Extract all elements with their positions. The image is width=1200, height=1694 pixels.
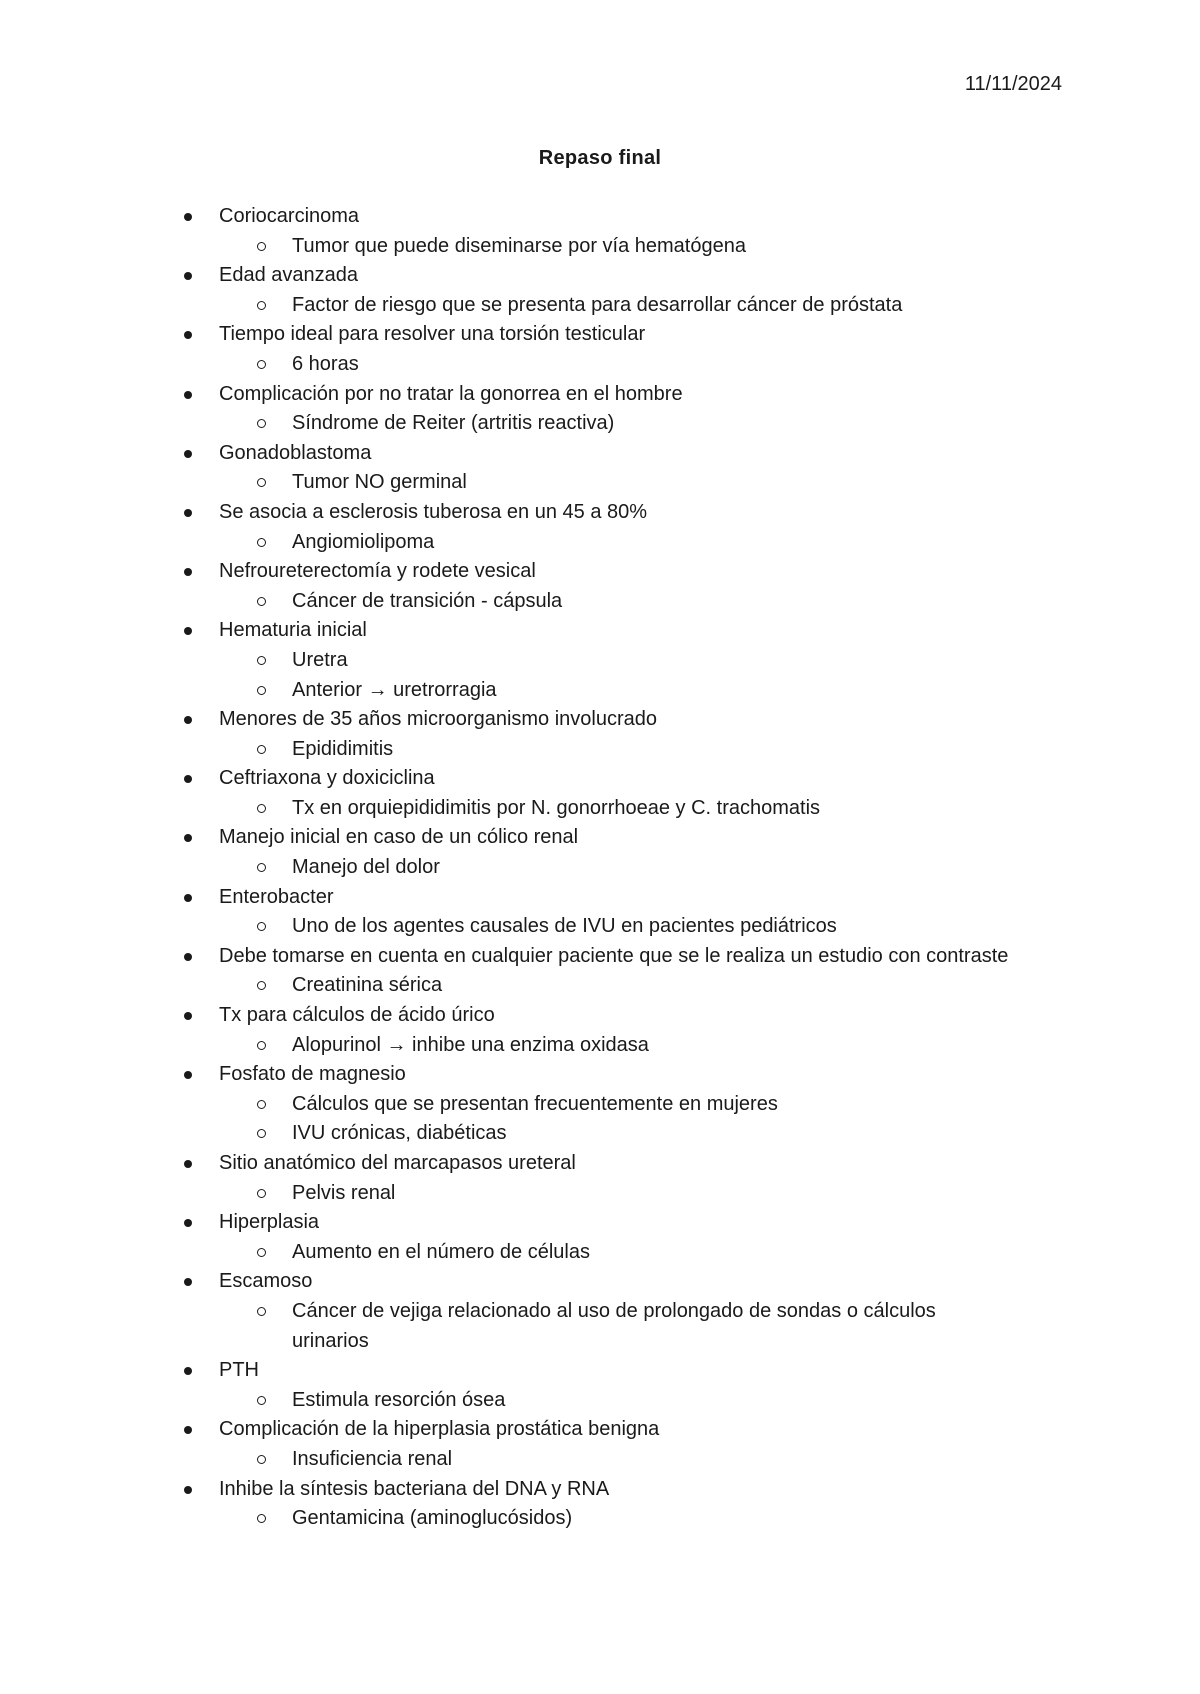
bullet-icon bbox=[184, 627, 192, 635]
topic-label: Manejo inicial en caso de un cólico renal bbox=[219, 826, 579, 849]
topic-label: Inhibe la síntesis bacteriana del DNA y RNA bbox=[219, 1477, 610, 1500]
hollow-bullet-icon bbox=[257, 1514, 266, 1523]
detail-label: Aumento en el número de células bbox=[292, 1240, 590, 1263]
topic-label: Complicación por no tratar la gonorrea en el hombre bbox=[219, 382, 683, 405]
sub-list bbox=[0, 232, 1200, 262]
hollow-bullet-icon bbox=[257, 1100, 266, 1109]
list-item bbox=[0, 439, 1200, 498]
sub-list bbox=[0, 468, 1200, 498]
sub-list-item bbox=[0, 232, 1200, 262]
detail-label: Creatinina sérica bbox=[292, 974, 443, 997]
list-item bbox=[0, 498, 1200, 557]
sub-list bbox=[0, 1297, 1200, 1356]
bullet-icon bbox=[184, 894, 192, 902]
list-item bbox=[0, 1060, 1200, 1149]
sub-list-item bbox=[0, 1386, 1200, 1416]
sub-list bbox=[0, 350, 1200, 380]
sub-list-item bbox=[0, 409, 1200, 439]
topic-text bbox=[0, 883, 1200, 913]
detail-label: Anterior → uretrorragia bbox=[292, 678, 497, 701]
list-item bbox=[0, 883, 1200, 942]
bullet-icon bbox=[184, 272, 192, 280]
sub-list bbox=[0, 528, 1200, 558]
detail-label: Uretra bbox=[292, 648, 348, 671]
bullet-icon bbox=[184, 775, 192, 783]
sub-list bbox=[0, 794, 1200, 824]
detail-label: Epididimitis bbox=[292, 737, 394, 760]
list-item bbox=[0, 1356, 1200, 1415]
sub-list-item bbox=[0, 1031, 1200, 1061]
sub-list bbox=[0, 587, 1200, 617]
sub-list bbox=[0, 409, 1200, 439]
sub-list bbox=[0, 971, 1200, 1001]
topic-text bbox=[0, 261, 1200, 291]
sub-list-item bbox=[0, 1090, 1200, 1120]
sub-list-item bbox=[0, 468, 1200, 498]
sub-list-item bbox=[0, 676, 1200, 706]
bullet-icon bbox=[184, 509, 192, 517]
hollow-bullet-icon bbox=[257, 1248, 266, 1257]
topic-text bbox=[0, 320, 1200, 350]
topic-label: Edad avanzada bbox=[219, 264, 359, 287]
detail-label: IVU crónicas, diabéticas bbox=[292, 1122, 507, 1145]
sub-list bbox=[0, 1504, 1200, 1534]
list-item bbox=[0, 1415, 1200, 1474]
bullet-icon bbox=[184, 1219, 192, 1227]
bullet-icon bbox=[184, 716, 192, 724]
hollow-bullet-icon bbox=[257, 1041, 266, 1050]
list-item bbox=[0, 616, 1200, 705]
topic-text bbox=[0, 823, 1200, 853]
hollow-bullet-icon bbox=[257, 301, 266, 310]
topic-label: Complicación de la hiperplasia prostática benigna bbox=[219, 1418, 660, 1441]
sub-list bbox=[0, 291, 1200, 321]
bullet-icon bbox=[184, 1367, 192, 1375]
hollow-bullet-icon bbox=[257, 1129, 266, 1138]
list-item bbox=[0, 705, 1200, 764]
document-title: Repaso final bbox=[538, 147, 662, 169]
hollow-bullet-icon bbox=[257, 478, 266, 487]
sub-list-item bbox=[0, 1119, 1200, 1149]
topic-text bbox=[0, 439, 1200, 469]
sub-list bbox=[0, 735, 1200, 765]
topic-label: Hematuria inicial bbox=[219, 619, 367, 642]
hollow-bullet-icon bbox=[257, 1189, 266, 1198]
bullet-icon bbox=[184, 213, 192, 221]
topic-text bbox=[0, 498, 1200, 528]
bullet-icon bbox=[184, 1426, 192, 1434]
topic-label: Hiperplasia bbox=[219, 1211, 320, 1234]
topic-label: Nefroureterectomía y rodete vesical bbox=[219, 560, 536, 583]
detail-label: Angiomiolipoma bbox=[292, 530, 435, 553]
hollow-bullet-icon bbox=[257, 419, 266, 428]
topic-text bbox=[0, 1208, 1200, 1238]
list-item bbox=[0, 1475, 1200, 1534]
topic-label: Fosfato de magnesio bbox=[219, 1063, 406, 1086]
topic-text bbox=[0, 616, 1200, 646]
hollow-bullet-icon bbox=[257, 360, 266, 369]
topic-text bbox=[0, 1060, 1200, 1090]
hollow-bullet-icon bbox=[257, 1307, 266, 1316]
topic-text bbox=[0, 1001, 1200, 1031]
sub-list bbox=[0, 646, 1200, 705]
notes-list bbox=[0, 202, 1200, 1534]
topic-text bbox=[0, 1475, 1200, 1505]
detail-label: Síndrome de Reiter (artritis reactiva) bbox=[292, 412, 615, 435]
sub-list-item bbox=[0, 1445, 1200, 1475]
list-item bbox=[0, 1149, 1200, 1208]
detail-label: Gentamicina (aminoglucósidos) bbox=[292, 1507, 573, 1530]
topic-text bbox=[0, 557, 1200, 587]
bullet-icon bbox=[184, 450, 192, 458]
topic-label: Escamoso bbox=[219, 1270, 313, 1293]
hollow-bullet-icon bbox=[257, 242, 266, 251]
sub-list-item bbox=[0, 971, 1200, 1001]
hollow-bullet-icon bbox=[257, 804, 266, 813]
sub-list bbox=[0, 1031, 1200, 1061]
bullet-icon bbox=[184, 834, 192, 842]
hollow-bullet-icon bbox=[257, 1455, 266, 1464]
topic-text bbox=[0, 1149, 1200, 1179]
detail-label: Cáncer de vejiga relacionado al uso de prolongado de sondas o cálculos urinarios bbox=[292, 1299, 936, 1352]
sub-list bbox=[0, 1386, 1200, 1416]
list-item bbox=[0, 261, 1200, 320]
sub-list bbox=[0, 1238, 1200, 1268]
sub-list bbox=[0, 912, 1200, 942]
detail-label: Pelvis renal bbox=[292, 1181, 396, 1204]
topic-label: Tiempo ideal para resolver una torsión testicular bbox=[219, 323, 646, 346]
bullet-icon bbox=[184, 1160, 192, 1168]
list-item bbox=[0, 380, 1200, 439]
topic-text bbox=[0, 202, 1200, 232]
detail-label: Cálculos que se presentan frecuentemente en mujeres bbox=[292, 1092, 778, 1115]
list-item bbox=[0, 764, 1200, 823]
hollow-bullet-icon bbox=[257, 597, 266, 606]
sub-list-item bbox=[0, 1238, 1200, 1268]
hollow-bullet-icon bbox=[257, 1396, 266, 1405]
bullet-icon bbox=[184, 1278, 192, 1286]
list-item bbox=[0, 202, 1200, 261]
topic-text bbox=[0, 942, 1200, 972]
sub-list bbox=[0, 1179, 1200, 1209]
topic-text bbox=[0, 705, 1200, 735]
bullet-icon bbox=[184, 1486, 192, 1494]
topic-label: Gonadoblastoma bbox=[219, 441, 372, 464]
bullet-icon bbox=[184, 391, 192, 399]
sub-list-item bbox=[0, 912, 1200, 942]
topic-text bbox=[0, 1267, 1200, 1297]
topic-label: Debe tomarse en cuenta en cualquier paciente que se le realiza un estudio con contraste bbox=[219, 944, 1009, 967]
topic-label: Sitio anatómico del marcapasos ureteral bbox=[219, 1152, 576, 1174]
bullet-icon bbox=[184, 1012, 192, 1020]
detail-label: 6 horas bbox=[292, 352, 359, 375]
topic-text bbox=[0, 764, 1200, 794]
detail-label: Estimula resorción ósea bbox=[292, 1388, 506, 1411]
bullet-icon bbox=[184, 1071, 192, 1079]
hollow-bullet-icon bbox=[257, 745, 266, 754]
sub-list-item bbox=[0, 350, 1200, 380]
list-item bbox=[0, 823, 1200, 882]
hollow-bullet-icon bbox=[257, 922, 266, 931]
detail-label: Uno de los agentes causales de IVU en pacientes pediátricos bbox=[292, 915, 837, 938]
list-item bbox=[0, 320, 1200, 379]
sub-list-item bbox=[0, 646, 1200, 676]
detail-label: Factor de riesgo que se presenta para desarrollar cáncer de próstata bbox=[292, 293, 903, 316]
document-date: 11/11/2024 bbox=[964, 73, 1062, 95]
bullet-icon bbox=[184, 331, 192, 339]
hollow-bullet-icon bbox=[257, 686, 266, 695]
hollow-bullet-icon bbox=[257, 863, 266, 872]
topic-text bbox=[0, 380, 1200, 410]
list-item bbox=[0, 557, 1200, 616]
sub-list-item bbox=[0, 735, 1200, 765]
detail-label: Tumor que puede diseminarse por vía hematógena bbox=[292, 234, 746, 257]
hollow-bullet-icon bbox=[257, 656, 266, 665]
detail-label: Tumor NO germinal bbox=[292, 471, 467, 494]
detail-label: Manejo del dolor bbox=[292, 856, 440, 879]
sub-list-item bbox=[0, 1297, 1200, 1356]
sub-list bbox=[0, 853, 1200, 883]
list-item bbox=[0, 1267, 1200, 1356]
detail-label: Cáncer de transición - cápsula bbox=[292, 589, 563, 612]
list-item bbox=[0, 1208, 1200, 1267]
sub-list-item bbox=[0, 853, 1200, 883]
detail-label: Alopurinol → inhibe una enzima oxidasa bbox=[292, 1033, 649, 1056]
detail-label: Tx en orquiepididimitis por N. gonorrhoeae y C. trachomatis bbox=[292, 796, 821, 819]
topic-label: Ceftriaxona y doxiciclina bbox=[219, 767, 435, 790]
sub-list-item bbox=[0, 291, 1200, 321]
hollow-bullet-icon bbox=[257, 538, 266, 547]
topic-label: Tx para cálculos de ácido úrico bbox=[219, 1004, 495, 1027]
topic-text bbox=[0, 1356, 1200, 1386]
detail-label: Insuficiencia renal bbox=[292, 1447, 453, 1470]
sub-list-item bbox=[0, 587, 1200, 617]
bullet-icon bbox=[184, 953, 192, 961]
sub-list-item bbox=[0, 794, 1200, 824]
topic-label: Se asocia a esclerosis tuberosa en un 45 a 80% bbox=[219, 500, 648, 523]
bullet-icon bbox=[184, 568, 192, 576]
sub-list-item bbox=[0, 1504, 1200, 1534]
topic-label: Menores de 35 años microorganismo involucrado bbox=[219, 708, 658, 731]
sub-list-item bbox=[0, 1179, 1200, 1209]
sub-list-item bbox=[0, 528, 1200, 558]
topic-label: Coriocarcinoma bbox=[219, 205, 360, 227]
sub-list bbox=[0, 1445, 1200, 1475]
topic-text bbox=[0, 1415, 1200, 1445]
list-item bbox=[0, 942, 1200, 1001]
topic-label: PTH bbox=[219, 1359, 259, 1382]
list-item bbox=[0, 1001, 1200, 1060]
sub-list bbox=[0, 1090, 1200, 1149]
hollow-bullet-icon bbox=[257, 981, 266, 990]
topic-label: Enterobacter bbox=[219, 885, 334, 908]
